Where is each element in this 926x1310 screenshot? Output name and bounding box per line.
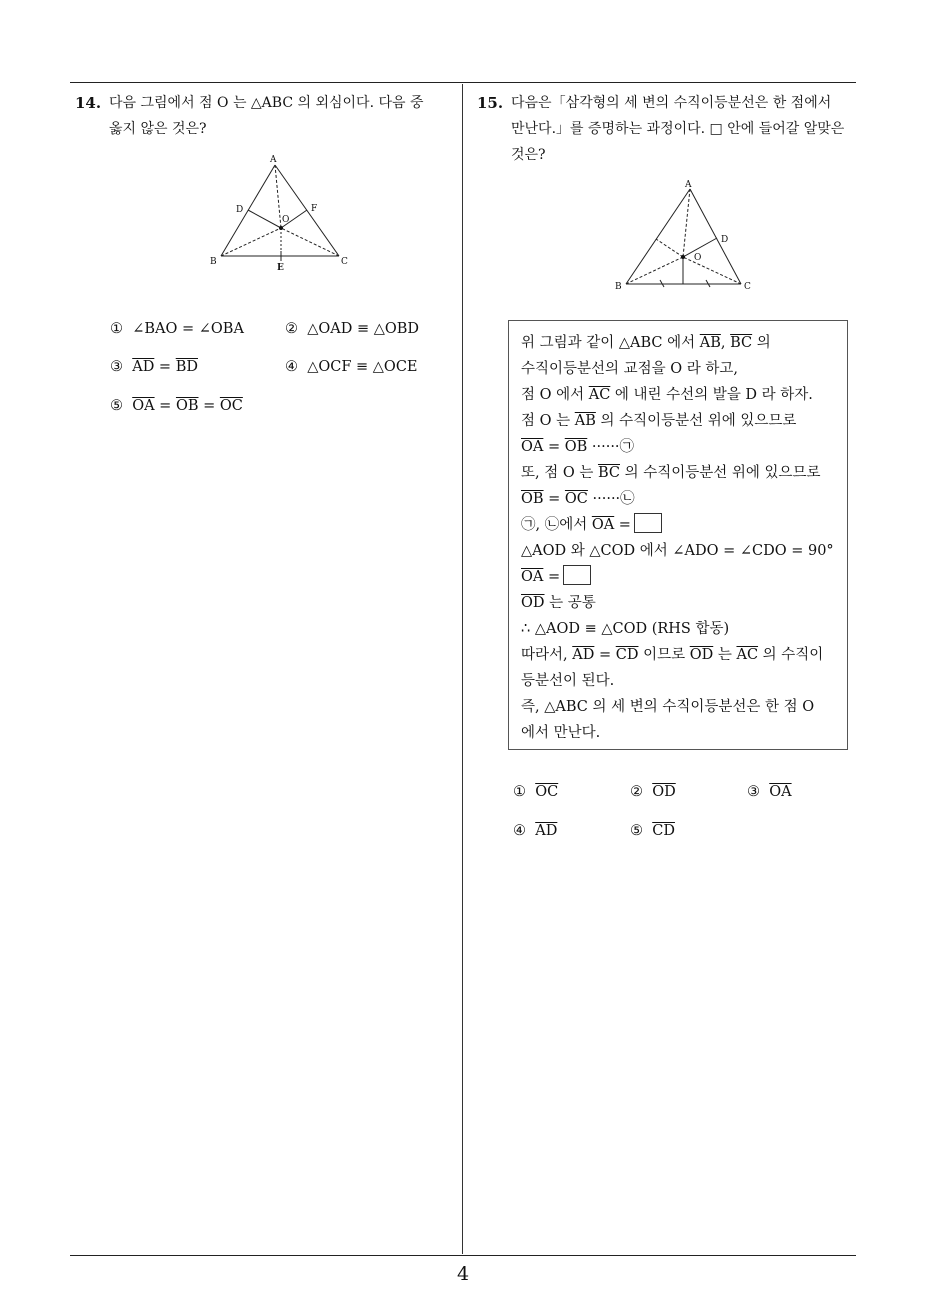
question-14-figure — [205, 150, 365, 275]
question-15-text — [511, 90, 844, 168]
side-ac — [690, 189, 741, 284]
proof-line-5: $\overline{OA} = \overline{OB}$ ······㉠ — [521, 439, 635, 455]
label-e: E — [277, 263, 284, 273]
option-text: = — [198, 398, 220, 414]
segment-label: $\overline{OC}$ — [219, 398, 243, 414]
label-o: O — [282, 215, 290, 225]
q15-option-5[interactable] — [630, 823, 675, 839]
label-b: B — [210, 257, 217, 267]
question-15-number: 15. — [477, 94, 504, 112]
proof-line-2: 수직이등분선의 교점을 O 라 하고, — [521, 361, 739, 377]
question-15-line-3: 것은? — [511, 147, 546, 163]
segment-label: $\overline{OA}$ — [132, 398, 155, 414]
proof-line-4: 점 O 는 $\overline{AB}$ 의 수직이등분선 위에 있으므로 — [521, 413, 797, 429]
segment-label: $\overline{OC}$ — [535, 784, 559, 800]
proof-line-6: 또, 점 O 는 $\overline{BC}$ 의 수직이등분선 위에 있으므로 — [521, 465, 821, 481]
q14-option-2[interactable] — [285, 321, 419, 337]
q15-option-2[interactable] — [630, 784, 676, 800]
segment-label: $\overline{AD}$ — [535, 823, 558, 839]
segment-oa — [683, 189, 690, 257]
option-text: △OAD ≡ △OBD — [307, 321, 420, 337]
segment-oa — [275, 165, 281, 228]
proof-line-3: 점 O 에서 $\overline{AC}$ 에 내린 수선의 발을 D 라 하자. — [521, 387, 813, 403]
option-marker: ① — [110, 321, 123, 337]
segment-label: $\overline{OA}$ — [769, 784, 792, 800]
option-text: △OCF ≡ △OCE — [307, 359, 418, 375]
q15-option-3[interactable] — [747, 784, 792, 800]
proof-line-7: $\overline{OB} = \overline{OC}$ ······㉡ — [521, 491, 635, 507]
option-text: = — [154, 398, 176, 414]
question-15-line-1: 다음은「삼각형의 세 변의 수직이등분선은 한 점에서 — [511, 95, 832, 111]
q14-option-3[interactable] — [110, 359, 198, 375]
label-c: C — [341, 257, 348, 267]
segment-label: $\overline{CD}$ — [652, 823, 675, 839]
q14-option-5[interactable] — [110, 398, 243, 414]
question-15-figure — [610, 175, 760, 295]
side-ab — [626, 189, 690, 284]
segment-ob — [221, 228, 281, 256]
option-text: = — [154, 359, 176, 375]
segment-oc — [281, 228, 339, 256]
q15-option-1[interactable] — [513, 784, 558, 800]
question-15-line-2: 만난다.」를 증명하는 과정이다. □ 안에 들어갈 알맞은 — [511, 121, 845, 137]
question-14-number: 14. — [75, 94, 102, 112]
proof-line-16: 에서 만난다. — [521, 725, 601, 741]
proof-line-12: ∴ △AOD ≡ △COD (RHS 합동) — [521, 621, 730, 637]
option-marker: ⑤ — [110, 398, 123, 414]
label-f: F — [311, 204, 318, 214]
option-marker: ③ — [747, 784, 760, 800]
top-rule — [70, 82, 856, 83]
option-marker: ⑤ — [630, 823, 643, 839]
column-divider — [462, 84, 463, 1254]
segment-label: $\overline{OD}$ — [652, 784, 676, 800]
answer-blank[interactable] — [563, 565, 591, 585]
point-o — [279, 226, 283, 230]
perpendicular-ab — [656, 239, 683, 257]
segment-label: $\overline{AD}$ — [132, 359, 155, 375]
perpendicular-od — [248, 210, 281, 228]
question-14-line-2: 옳지 않은 것은? — [109, 121, 207, 137]
proof-line-1: 위 그림과 같이 △ABC 에서 $\overline{AB}$, $\overline{BC}$ 의 — [521, 335, 771, 351]
segment-label: $\overline{OB}$ — [175, 398, 199, 414]
label-a: A — [270, 155, 277, 165]
option-marker: ④ — [285, 359, 298, 375]
option-marker: ③ — [110, 359, 123, 375]
bottom-rule — [70, 1255, 856, 1256]
label-b: B — [615, 282, 622, 292]
proof-line-8: ㉠, ㉡에서 $\overline{OA}$ = — [521, 513, 662, 534]
label-d: D — [721, 235, 729, 245]
question-14-line-1: 다음 그림에서 점 O 는 △ABC 의 외심이다. 다음 중 — [109, 95, 424, 111]
label-d: D — [236, 205, 244, 215]
question-15 — [477, 90, 862, 170]
option-marker: ② — [630, 784, 643, 800]
q15-option-4[interactable] — [513, 823, 557, 839]
page-number: 4 — [456, 1263, 470, 1285]
q14-option-4[interactable] — [285, 359, 418, 375]
question-14 — [75, 90, 460, 150]
question-14-text — [109, 90, 424, 142]
option-marker: ① — [513, 784, 526, 800]
proof-box — [508, 320, 848, 750]
proof-line-10: $\overline{OA}$ = — [521, 565, 591, 585]
proof-line-9: △AOD 와 △COD 에서 ∠ADO = ∠CDO = 90° — [521, 543, 834, 559]
segment-oc — [683, 257, 741, 284]
q14-option-1[interactable] — [110, 321, 244, 337]
answer-blank[interactable] — [634, 513, 662, 533]
proof-line-15: 즉, △ABC 의 세 변의 수직이등분선은 한 점 O — [521, 699, 815, 715]
proof-line-11: $\overline{OD}$ 는 공통 — [521, 595, 596, 611]
proof-line-14: 등분선이 된다. — [521, 673, 615, 689]
label-a: A — [685, 180, 692, 190]
proof-line-13: 따라서, $\overline{AD} = \overline{CD}$ 이므로 $\overline{OD}$ 는 $\overline{AC}$ 의 수직이 — [521, 647, 824, 663]
option-marker: ② — [285, 321, 298, 337]
option-text: ∠BAO = ∠OBA — [132, 321, 244, 337]
segment-label: $\overline{BD}$ — [175, 359, 198, 375]
option-marker: ④ — [513, 823, 526, 839]
label-c: C — [744, 282, 751, 292]
point-o — [681, 255, 685, 259]
label-o: O — [694, 253, 702, 263]
